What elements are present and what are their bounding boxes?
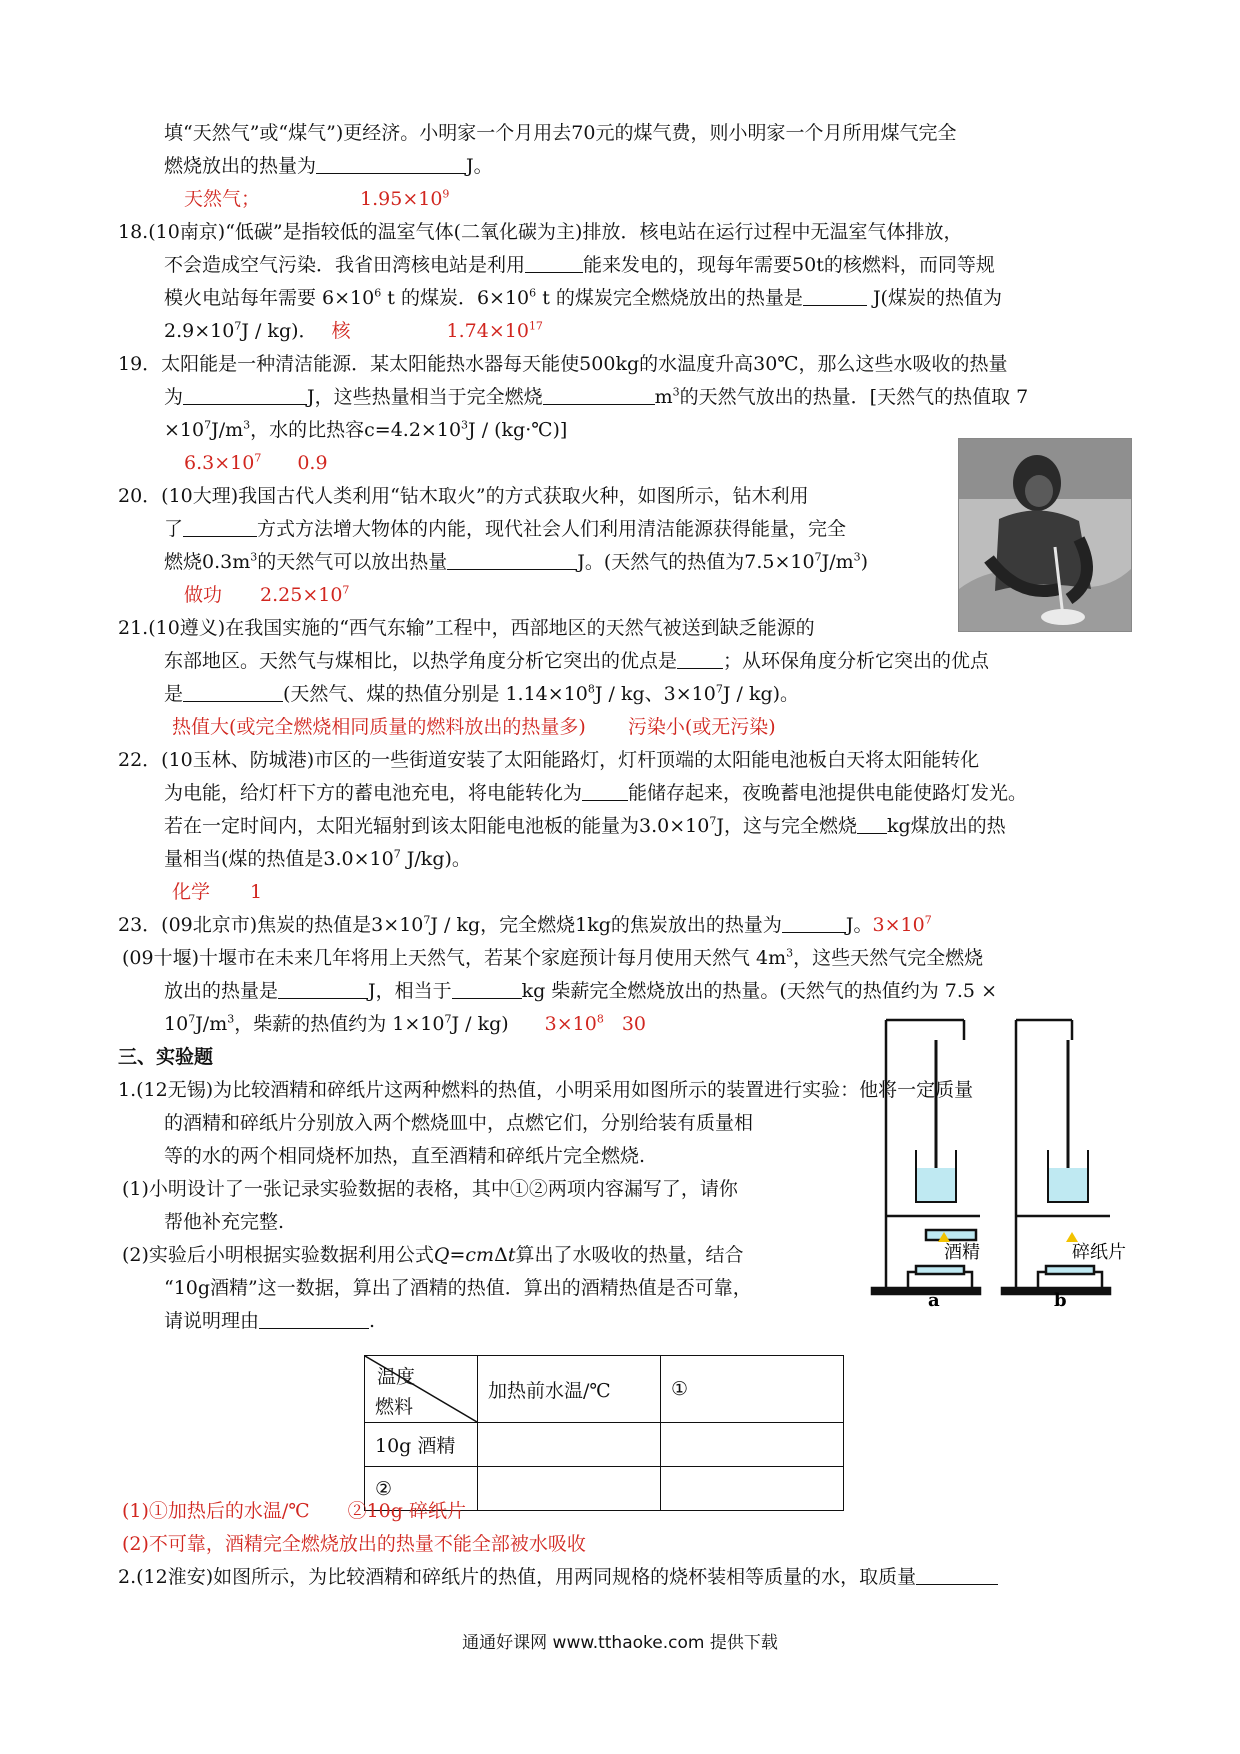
text-line: 若在一定时间内，太阳光辐射到该太阳能电池板的能量为$3.0\times 10^7J$，这与完全燃烧 kg煤放出的热 (164, 814, 1006, 837)
text-line: 了 方式方法增大物体的内能，现代社会人们利用清洁能源获得能量，完全 (164, 518, 847, 540)
question-19: 19．太阳能是一种清洁能源．某太阳能热水器每天能使500kg的水温度升高30℃，那么这些水吸收的热量 (118, 353, 1008, 375)
apparatus-figure (868, 1010, 1138, 1310)
label-alcohol: 酒精 (944, 1242, 980, 1263)
question-18: 18.(10南京)“低碳”是指较低的温室气体(二氧化碳为主)排放．核电站在运行过程中无温室气体排放， (118, 221, 963, 243)
table-header: ① (661, 1356, 844, 1423)
answer-blank[interactable] (183, 683, 283, 702)
text-line: 燃烧$0.3m^3$的天然气可以放出热量 J。(天然气的热值为$7.5\times 10^7J/m^3$) (164, 550, 869, 573)
answer-line: (2)不可靠，酒精完全燃烧放出的热量不能全部被水吸收 (122, 1533, 586, 1555)
table-row-label: 10g 酒精 (365, 1423, 478, 1467)
answer-blank[interactable] (259, 1310, 369, 1329)
answer-blank[interactable] (782, 914, 846, 933)
answer-blank[interactable] (447, 551, 577, 570)
label-paper: 碎纸片 (1072, 1242, 1126, 1263)
answer-blank[interactable] (278, 980, 368, 999)
answer-blank[interactable] (183, 518, 257, 537)
text-line: 请说明理由 . (164, 1310, 376, 1332)
text-line: (1)小明设计了一张记录实验数据的表格，其中①②两项内容漏写了，请你 (122, 1178, 738, 1200)
table-corner-header (365, 1356, 478, 1423)
section-heading: 三、实验题 (118, 1046, 214, 1068)
table-cell[interactable] (478, 1423, 661, 1467)
text-line: 量相当(煤的热值是$3.0\times 10^7$ J/kg)。 (164, 847, 471, 870)
text-line: 不会造成空气污染．我省田湾核电站是利用 能来发电的，现每年需要50t的核燃料，而同等规 (164, 254, 995, 276)
answer-line: (1)①加热后的水温/℃ ②10g 碎纸片 (122, 1500, 466, 1522)
page-footer: 通通好课网 www.tthaoke.com 提供下载 (462, 1633, 778, 1653)
question-21: 21.(10遵义)在我国实施的“西气东输”工程中，西部地区的天然气被送到缺乏能源的 (118, 617, 815, 639)
drilling-wood-figure (958, 438, 1132, 632)
question-24: (09十堰)十堰市在未来几年将用上天然气，若某个家庭预计每月使用天然气 $4m^3$，这些天然气完全燃烧 (122, 946, 984, 969)
answer-blank[interactable] (916, 1566, 998, 1585)
answer-line: 做功 $2.25\times 10^7$ (184, 583, 350, 606)
caption-a: a (928, 1290, 940, 1310)
question-20: 20．(10大理)我国古代人类利用“钻木取火”的方式获取火种，如图所示，钻木利用 (118, 485, 809, 507)
table-cell[interactable] (661, 1423, 844, 1467)
caption-b: b (1054, 1290, 1067, 1310)
answer-line: 天然气； $1.95\times 10^9$ (184, 187, 450, 210)
answer-blank[interactable] (543, 386, 655, 405)
text-line: 为电能，给灯杆下方的蓄电池充电，将电能转化为 能储存起来，夜晚蓄电池提供电能使路灯发光。 (164, 782, 1028, 804)
corner-label-temperature: 温度 (377, 1366, 416, 1388)
answer-blank[interactable] (316, 155, 466, 174)
answer-blank[interactable] (803, 287, 867, 306)
text-line: $2.9\times 10^7J / kg$)． 核 $1.74\times 10^{17}$ (164, 319, 543, 342)
text-line: (2)实验后小明根据实验数据利用公式Q=cmΔt算出了水吸收的热量，结合 (122, 1244, 744, 1266)
experiment-2: 2.(12淮安)如图所示，为比较酒精和碎纸片的热值，用两同规格的烧杯装相等质量的水，取质量 (118, 1566, 998, 1588)
table-cell[interactable] (661, 1467, 844, 1511)
answer-blank[interactable] (857, 815, 887, 834)
text-line: 是 (天然气、煤的热值分别是 $1.14\times 10^8J$ / kg、$3\times 10^7J / kg$)。 (164, 682, 800, 705)
answer-blank[interactable] (582, 782, 628, 801)
experiment-1: 1.(12无锡)为比较酒精和碎纸片这两种燃料的热值，小明采用如图所示的装置进行实验：他将一定质量 (118, 1079, 974, 1101)
text-line: 为 J，这些热量相当于完全燃烧 $m^3$的天然气放出的热量．[天然气的热值取 7 (164, 385, 1029, 408)
question-22: 22．(10玉林、防城港)市区的一些街道安装了太阳能路灯，灯杆顶端的太阳能电池板白天将太阳能转化 (118, 749, 980, 771)
answer-line: 化学 1 (172, 881, 263, 903)
answer-blank[interactable] (525, 254, 583, 273)
experiment-table (364, 1355, 844, 1511)
flame-icon (1066, 1232, 1078, 1242)
table-cell[interactable] (478, 1467, 661, 1511)
answer-line: 热值大(或完全燃烧相同质量的燃料放出的热量多) 污染小(或无污染) (172, 716, 776, 738)
corner-label-fuel: 燃料 (375, 1396, 414, 1418)
answer-blank[interactable] (677, 650, 723, 669)
text-line: 模火电站每年需要 $6\times 10^6$ t 的煤炭．$6\times 10^6$ t 的煤炭完全燃烧放出的热量是 J(煤炭的热值为 (164, 286, 1002, 309)
text-line: 燃烧放出的热量为 J。 (164, 155, 493, 177)
table-header: 加热前水温/℃ (478, 1356, 661, 1423)
answer-blank[interactable] (183, 386, 307, 405)
table-row-label: ② (365, 1467, 478, 1511)
text-line: 东部地区。天然气与煤相比，以热学角度分析它突出的优点是 ；从环保角度分析它突出的优点 (164, 650, 990, 672)
text-line: $\times 10^7J/m^3$，水的比热容$c=4.2\times 10^3J$ / (kg·℃)] (164, 418, 568, 441)
answer-line: $6.3\times 10^7$ 0.9 (184, 451, 328, 474)
text-line: 的酒精和碎纸片分别放入两个燃烧皿中，点燃它们，分别给装有质量相 (164, 1112, 754, 1134)
answer-blank[interactable] (452, 980, 522, 999)
text-line: $10^7J/m^3$，柴薪的热值约为 $1\times 10^7J / kg$) $3\times 10^8$ 30 (164, 1012, 647, 1035)
text-line: 等的水的两个相同烧杯加热，直至酒精和碎纸片完全燃烧. (164, 1145, 646, 1167)
text-line: 帮他补充完整. (164, 1211, 285, 1233)
text-line: 放出的热量是 J，相当于 kg 柴薪完全燃烧放出的热量。(天然气的热值约为 7.5 × (164, 980, 997, 1002)
text-line: “10g酒精”这一数据，算出了酒精的热值．算出的酒精热值是否可靠， (164, 1277, 752, 1299)
question-23: 23．(09北京市)焦炭的热值是$3\times 10^7J$ / kg，完全燃烧1kg的焦炭放出的热量为 J。$3\times 10^7$ (118, 913, 932, 936)
text-line: 填“天然气”或“煤气”)更经济。小明家一个月用去70元的煤气费，则小明家一个月所用煤气完全 (164, 122, 957, 144)
